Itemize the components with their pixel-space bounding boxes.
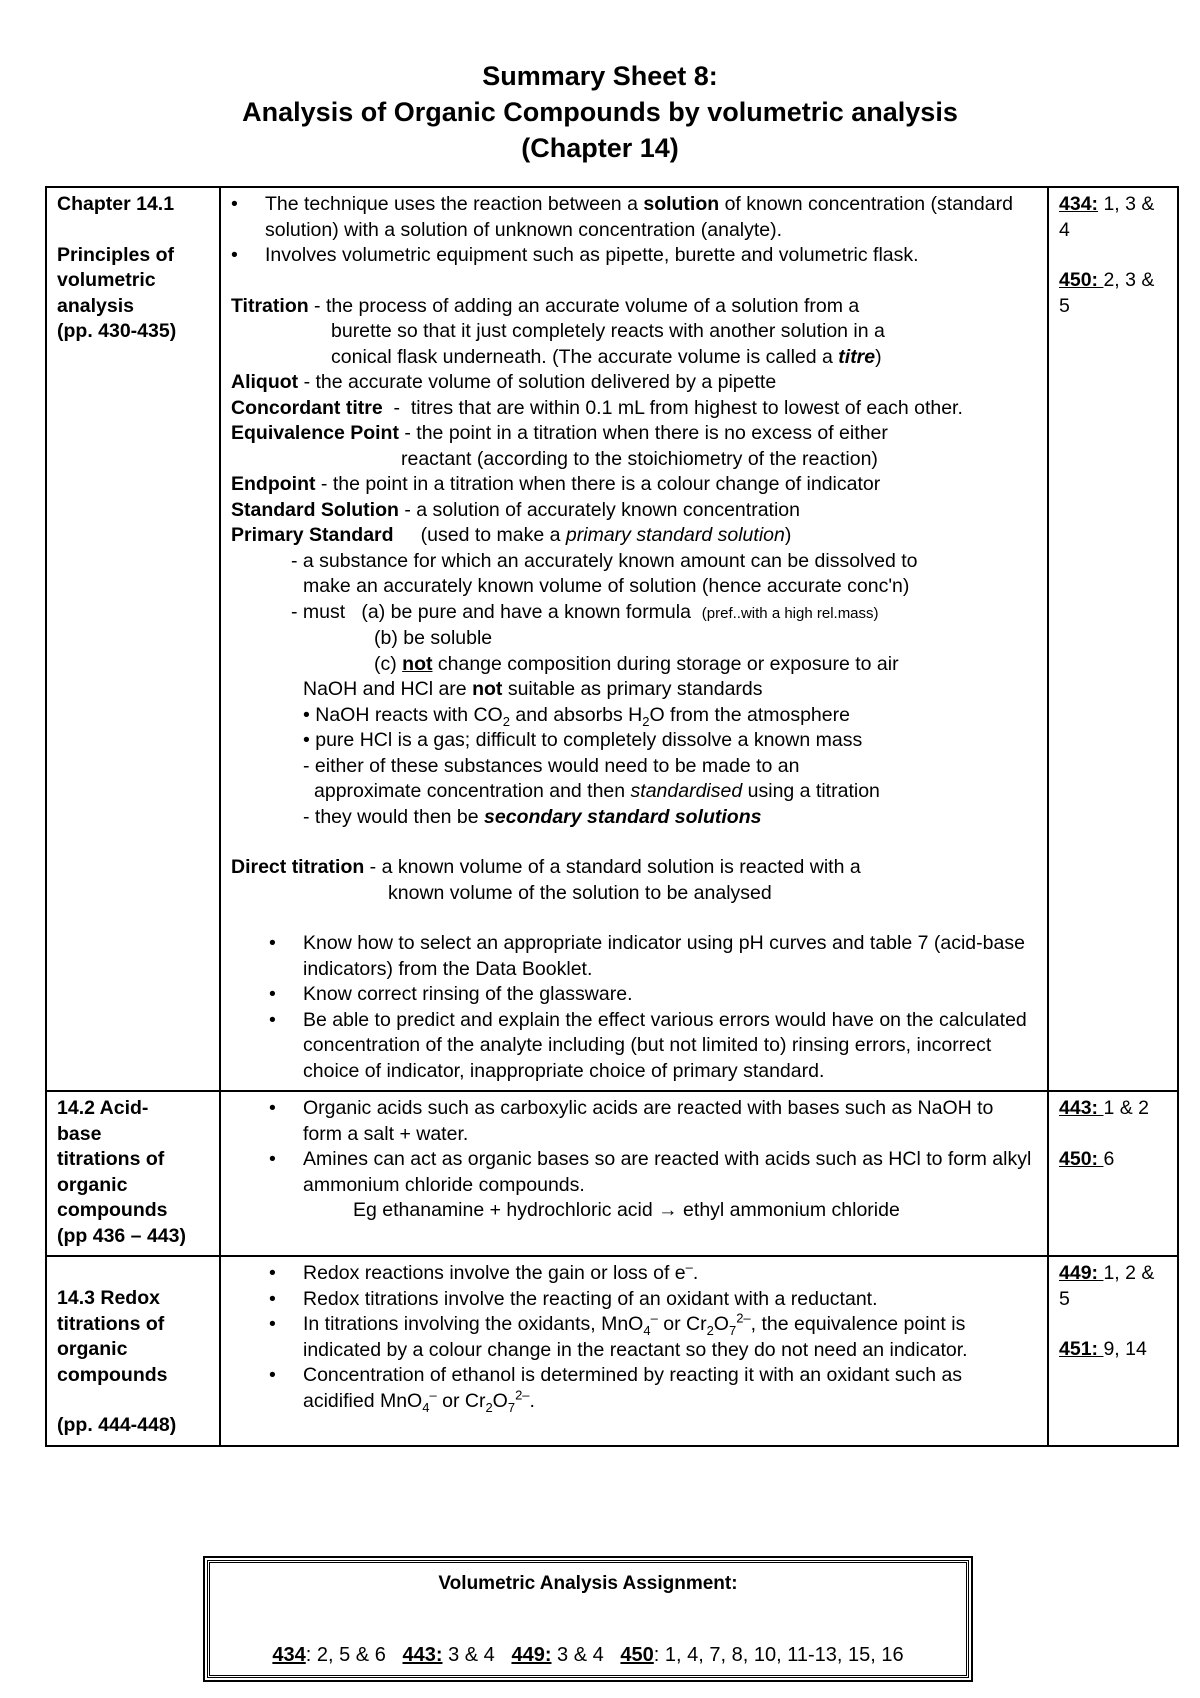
definition-line: - must (a) be pure and have a known formula (pref..with a high rel.mass) [291, 600, 879, 623]
section-name-line: 14.2 Acid- [57, 1097, 149, 1119]
section-name-line: organic [57, 1173, 128, 1196]
page-refs-14-3 [1048, 1256, 1178, 1446]
list-item: • Concentration of ethanol is determined by reacting it with an oxidant such as acidified MnO$_4$– or $Cr_2O_7^{2-}$. [269, 1364, 963, 1415]
section-label-14-2 [46, 1091, 220, 1256]
section-content-14-2 [220, 1091, 1048, 1256]
section-content-14-1 [220, 187, 1048, 1091]
definition-line: burette so that it just completely reacts with another solution in a [331, 320, 885, 342]
page-refs-14-2 [1048, 1091, 1178, 1256]
title-line-3: (Chapter 14) [521, 133, 679, 163]
section-content-14-3 [220, 1256, 1048, 1446]
page-ref: 443: 1 & 2 [1059, 1097, 1149, 1119]
page-ref: 450: 6 [1059, 1147, 1115, 1170]
definition-primary-standard: Primary Standard (used to make a primary standard solution) [231, 524, 792, 546]
assignment-item: 449: 3 & 4 [511, 1644, 604, 1666]
assignment-item: 434: 2, 5 & 6 [272, 1644, 386, 1666]
list-item: • Organic acids such as carboxylic acids are reacted with bases such as NaOH to form a salt + water. [269, 1097, 994, 1145]
page-ref: 434: 1, 3 & 4 [1059, 193, 1155, 241]
section-name-line: titrations of [57, 1148, 165, 1170]
table-row-14-3 [46, 1256, 1178, 1446]
list-item: • Involves volumetric equipment such as pipette, burette and volumetric flask. [231, 243, 1037, 269]
section-name-line: compounds [57, 1199, 168, 1221]
definition-line: known volume of the solution to be analysed [388, 881, 772, 904]
definition-line: - either of these substances would need to be made to an [303, 754, 800, 777]
section-pages: (pp. 430-435) [57, 320, 177, 342]
page-title [0, 58, 1200, 166]
section-name-line: Principles of [57, 243, 175, 266]
title-line-1: Summary Sheet 8: [482, 61, 718, 91]
chapter-label: Chapter 14.1 [57, 193, 175, 215]
table-row-14-1 [46, 187, 1178, 1091]
bullet-icon: • [269, 1148, 276, 1170]
definition-aliquot: Aliquot - the accurate volume of solution delivered by a pipette [231, 371, 777, 393]
definition-endpoint: Endpoint - the point in a titration when there is a colour change of indicator [231, 473, 881, 495]
page-ref: 449: 1, 2 & 5 [1059, 1262, 1155, 1310]
definition-line: - a substance for which an accurately known amount can be dissolved to [291, 549, 918, 572]
section-name-line: volumetric [57, 269, 156, 291]
definition-titration: Titration - the process of adding an accurate volume of a solution from a [231, 294, 860, 317]
definition-line: • pure HCl is a gas; difficult to completely dissolve a known mass [303, 729, 863, 751]
bullet-icon: • [269, 1008, 276, 1031]
assignment-item: 450: 1, 4, 7, 8, 10, 11-13, 15, 16 [620, 1644, 904, 1666]
section-label-14-1 [46, 187, 220, 1091]
definition-concordant-titre: Concordant titre - titres that are within 0.1 mL from highest to lowest of each other. [231, 396, 963, 419]
bullet-icon: • [269, 983, 276, 1005]
definition-line: reactant (according to the stoichiometry of the reaction) [401, 447, 878, 470]
definition-direct-titration: Direct titration - a known volume of a standard solution is reacted with a [231, 856, 861, 878]
list-item: • Redox titrations involve the reacting of an oxidant with a reductant. [231, 1287, 1037, 1313]
section-name-line: base [57, 1122, 102, 1145]
bullet-icon: • [269, 1287, 276, 1310]
list-item: • Know correct rinsing of the glassware. [231, 982, 1037, 1008]
definition-line: - they would then be secondary standard solutions [303, 805, 762, 828]
section-name-line: organic [57, 1338, 128, 1360]
definition-line: conical flask underneath. (The accurate volume is called a titre) [331, 345, 882, 368]
definition-line: (b) be soluble [374, 627, 493, 649]
bullet-icon: • [231, 244, 238, 266]
list-item: • In titrations involving the oxidants, MnO$_4$– or $Cr_2O_7^{2-}$, the equivalence point is indicated by a colour change in the reactant so they do not need an indicator. [269, 1310, 968, 1361]
assignment-list [210, 1621, 966, 1667]
bullet-icon: • [269, 1262, 276, 1284]
section-pages: (pp. 444-448) [57, 1414, 177, 1436]
bullet-icon: • [269, 1313, 276, 1335]
assignment-box [207, 1560, 969, 1678]
definition-line: NaOH and HCl are not suitable as primary standards [303, 678, 763, 700]
section-name-line: compounds [57, 1363, 168, 1386]
assignment-item: 443: 3 & 4 [402, 1644, 495, 1666]
page-ref: 451: 9, 14 [1059, 1338, 1147, 1360]
bullet-icon: • [269, 932, 276, 954]
definition-line: make an accurately known volume of solution (hence accurate conc'n) [303, 575, 910, 597]
page-refs-14-1 [1048, 187, 1178, 1091]
bullet-icon: • [269, 1364, 276, 1386]
section-name-line: titrations of [57, 1312, 165, 1335]
bullet-icon: • [231, 193, 238, 215]
definition-line: (c) not change composition during storage or exposure to air [374, 652, 899, 675]
table-row-14-2 [46, 1091, 1178, 1256]
bullet-icon: • [269, 1097, 276, 1119]
list-item: • Be able to predict and explain the effect various errors would have on the calculated concentration of the analyte including (but not limited to) rinsing errors, incorrect choice of indicator, inappropriate choice of primary standard. [269, 1008, 1027, 1082]
definition-line: • NaOH reacts with $CO_2$ and absorbs $H_2O$ from the atmosphere [303, 703, 850, 729]
list-item: • Amines can act as organic bases so are reacted with acids such as HCl to form alkyl ammonium chloride compounds. [269, 1148, 1032, 1196]
section-pages: (pp 436 – 443) [57, 1224, 186, 1247]
definition-line: approximate concentration and then standardised using a titration [314, 780, 880, 802]
title-line-2: Analysis of Organic Compounds by volumetric analysis [242, 97, 958, 127]
list-item: • The technique uses the reaction between a solution of known concentration (standard solution) with a solution of unknown concentration (analyte). [231, 193, 1013, 241]
definition-equivalence-point: Equivalence Point - the point in a titration when there is no excess of either [231, 422, 888, 444]
definition-standard-solution: Standard Solution - a solution of accurately known concentration [231, 498, 800, 521]
section-name-line: 14.3 Redox [57, 1287, 160, 1309]
summary-table [45, 186, 1179, 1447]
assignment-heading: Volumetric Analysis Assignment: [438, 1573, 738, 1594]
section-label-14-3 [46, 1256, 220, 1446]
list-item: • Know how to select an appropriate indicator using pH curves and table 7 (acid-base indicators) from the Data Booklet. [269, 932, 1025, 980]
section-name-line: analysis [57, 294, 134, 317]
list-item: • Redox reactions involve the gain or loss of e–. [231, 1261, 1037, 1287]
page-ref: 450: 2, 3 & 5 [1059, 269, 1155, 317]
example-line: Eg ethanamine + hydrochloric acid → ethyl ammonium chloride [353, 1199, 900, 1221]
